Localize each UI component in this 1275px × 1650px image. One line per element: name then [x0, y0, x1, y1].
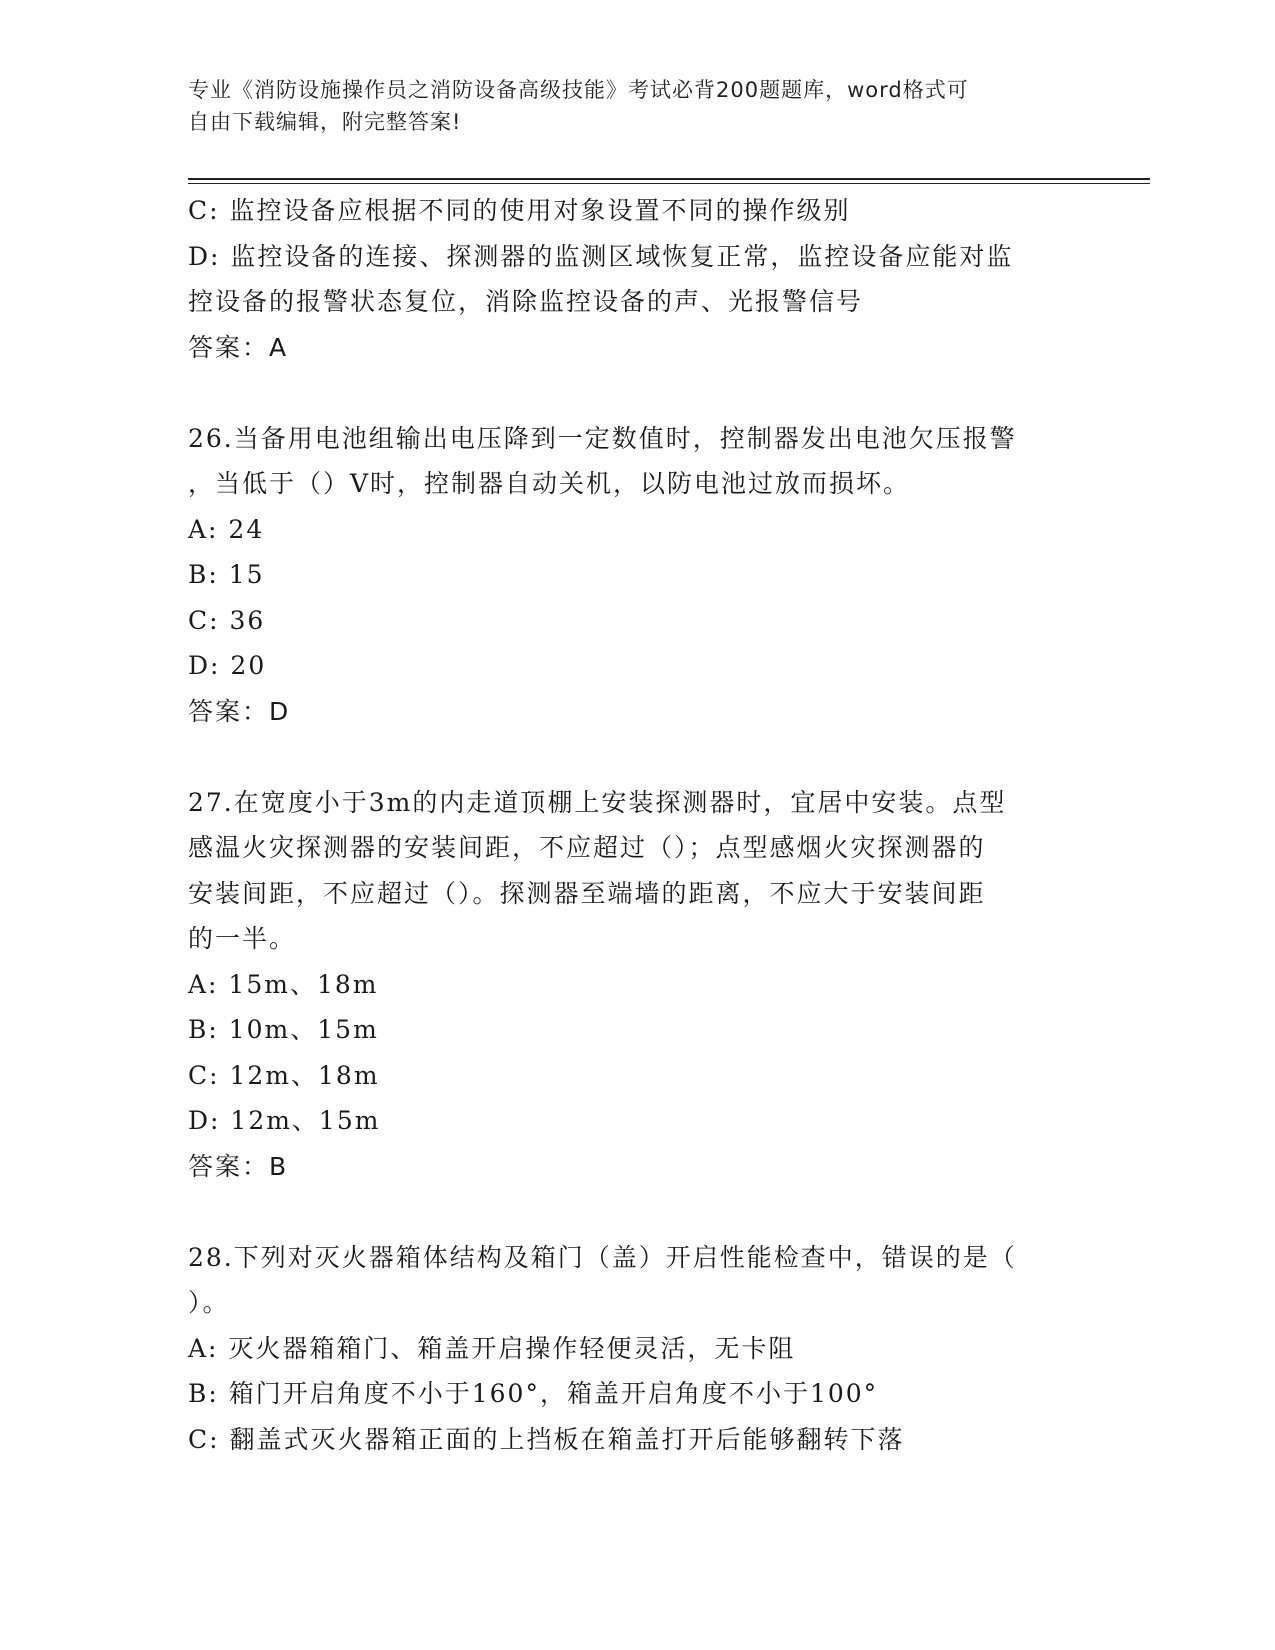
option-a: A: 15m、18m	[188, 969, 379, 999]
option-c: C: 翻盖式灭火器箱正面的上挡板在箱盖打开后能够翻转下落	[188, 1424, 905, 1454]
header-rule-thin	[188, 183, 1150, 184]
option-d-continued: 控设备的报警状态复位，消除监控设备的声、光报警信号	[188, 287, 864, 316]
answer-label: 答案：B	[188, 1151, 289, 1181]
option-a: A: 灭火器箱箱门、箱盖开启操作轻便灵活，无卡阻	[188, 1333, 796, 1363]
question-27	[188, 780, 1088, 1190]
question-text: 27.在宽度小于3m的内走道顶棚上安装探测器时，宜居中安装。点型	[188, 787, 1007, 817]
option-c: C: 监控设备应根据不同的使用对象设置不同的操作级别	[188, 196, 851, 225]
answer-label: 答案：A	[188, 332, 289, 362]
header-rule-thick	[188, 178, 1150, 180]
option-d: D: 监控设备的连接、探测器的监测区域恢复正常，监控设备应能对监	[188, 241, 1014, 271]
question-text-continued: ）。	[188, 1288, 230, 1317]
spacer	[188, 370, 1088, 416]
spacer	[188, 1189, 1088, 1235]
question-28	[188, 1235, 1088, 1463]
question-text-continued: ，当低于（）V时，控制器自动关机，以防电池过放而损坏。	[188, 469, 911, 498]
question-text: 26.当备用电池组输出电压降到一定数值时，控制器发出电池欠压报警	[188, 423, 1017, 453]
question-text: 28.下列对灭火器箱体结构及箱门（盖）开启性能检查中，错误的是（	[188, 1242, 1017, 1272]
option-d: D: 20	[188, 651, 267, 680]
option-b: B: 15	[188, 560, 265, 589]
question-text-continued: 感温火灾探测器的安装间距，不应超过（）；点型感烟火灾探测器的	[188, 833, 986, 862]
question-text-continued: 的一半。	[188, 924, 297, 953]
question-26	[188, 416, 1088, 735]
option-c: C: 12m、18m	[188, 1060, 380, 1090]
spacer	[188, 734, 1088, 780]
option-c: C: 36	[188, 605, 266, 635]
header-line-2: 自由下载编辑，附完整答案!	[188, 110, 462, 134]
option-a: A: 24	[188, 514, 265, 544]
option-b: B: 10m、15m	[188, 1015, 379, 1044]
option-b: B: 箱门开启角度不小于160°，箱盖开启角度不小于100°	[188, 1379, 879, 1408]
document-header	[188, 74, 1068, 138]
header-line-1: 专业《消防设施操作员之消防设备高级技能》考试必背200题题库，word格式可	[188, 78, 969, 102]
question-text-continued: 安装间距，不应超过（）。探测器至端墙的距离，不应大于安装间距	[188, 878, 986, 908]
answer-label: 答案：D	[188, 696, 291, 726]
option-d: D: 12m、15m	[188, 1106, 381, 1135]
question-content	[188, 188, 1088, 1462]
question-25-tail	[188, 188, 1088, 370]
